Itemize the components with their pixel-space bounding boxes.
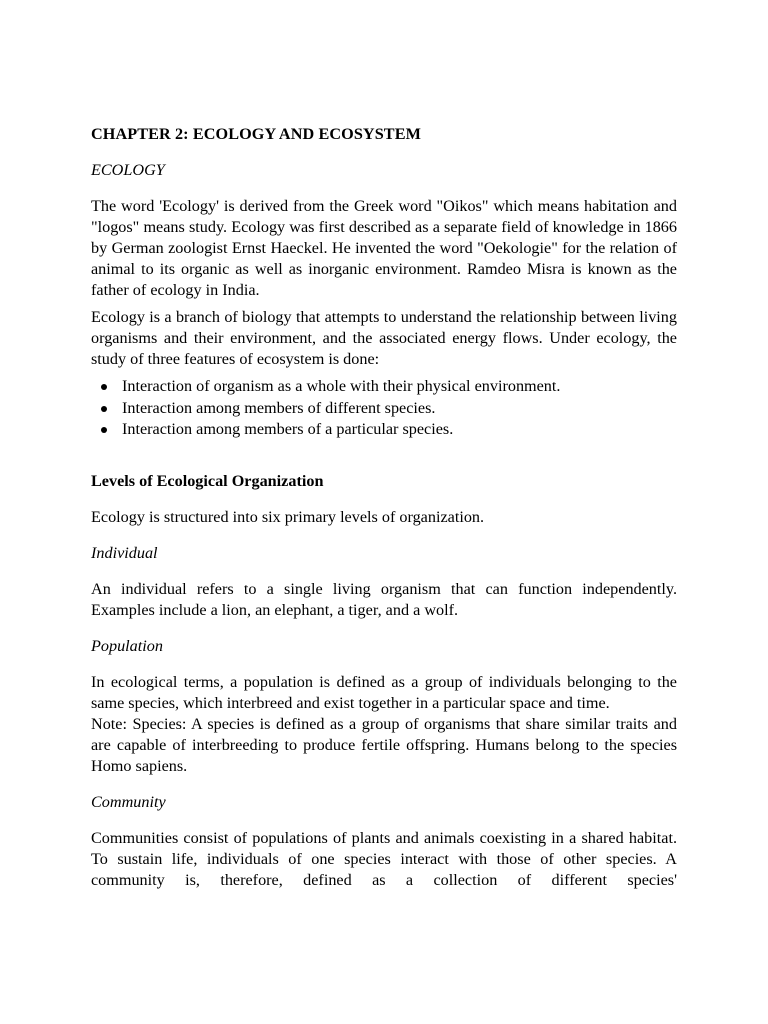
individual-heading: Individual	[91, 543, 158, 562]
levels-section-title: Levels of Ecological Organization	[91, 471, 324, 490]
list-item-text: Interaction among members of different species.	[122, 398, 436, 417]
list-item-text: Interaction among members of a particular species.	[122, 420, 454, 438]
species-note-paragraph: Note: Species: A species is defined as a group of organisms that share similar traits and are capable of interbreeding to produce fertile offspring. Humans belong to the species Homo sapiens.	[91, 714, 677, 775]
levels-intro-paragraph: Ecology is structured into six primary levels of organization.	[91, 507, 485, 526]
ecology-origin-paragraph: The word 'Ecology' is derived from the Greek word "Oikos" which means habitation and "logos" means study. Ecology was first described as a separate field of knowledge in 1866 by German zoologist Ernst Haeckel. He invented the word "Oekologie" for the relation of animal to its organic as well as inorganic environment. Ramdeo Misra is known as the father of ecology in India.	[91, 197, 677, 299]
bullet-icon	[101, 384, 107, 390]
ecology-definition-paragraph: Ecology is a branch of biology that attempts to understand the relationship between living organisms and their environment, and the associated energy flows. Under ecology, the study of three features of ecosystem is done:	[91, 308, 677, 368]
list-item	[91, 376, 677, 398]
ecology-subheading: ECOLOGY	[91, 161, 165, 179]
community-paragraph: Communities consist of populations of plants and animals coexisting in a shared habitat. To sustain life, individuals of one species interact with those of other species. A community is, therefore, defined as a collection of different species'	[91, 828, 677, 889]
list-item	[91, 419, 677, 441]
bullet-icon	[101, 427, 107, 433]
chapter-title: CHAPTER 2: ECOLOGY AND ECOSYSTEM	[91, 125, 421, 143]
ecology-features-list	[91, 376, 677, 441]
population-paragraph: In ecological terms, a population is defined as a group of individuals belonging to the same species, which interbreed and exist together in a particular space and time.	[91, 672, 677, 712]
population-heading: Population	[91, 636, 163, 655]
list-item	[91, 398, 677, 420]
document-page	[91, 124, 677, 897]
list-item-text: Interaction of organism as a whole with their physical environment.	[122, 377, 561, 395]
community-heading: Community	[91, 792, 166, 811]
individual-paragraph: An individual refers to a single living organism that can function independently. Examples include a lion, an elephant, a tiger, and a wolf.	[91, 579, 677, 619]
bullet-icon	[101, 406, 107, 412]
